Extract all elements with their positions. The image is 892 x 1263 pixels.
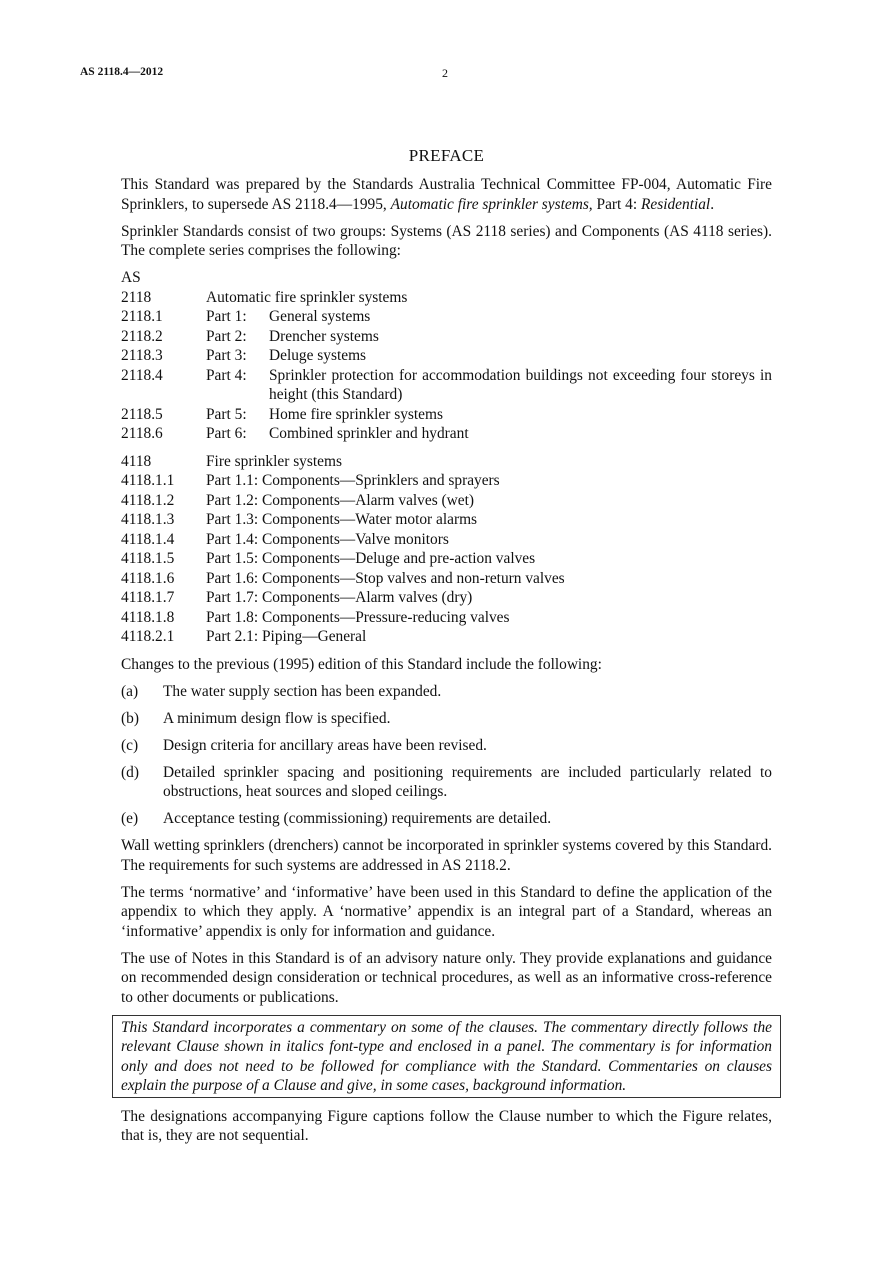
intro-text-3: . xyxy=(710,195,715,213)
standard-number: 2118 xyxy=(121,288,152,306)
standard-title: Part 1.7: Components—Alarm valves (dry) xyxy=(206,589,473,606)
list-item xyxy=(121,307,772,327)
list-item xyxy=(121,288,772,308)
standard-title: Automatic fire sprinkler systems xyxy=(206,288,408,306)
standard-number: 4118.1.5 xyxy=(121,550,175,567)
changes-intro: Changes to the previous (1995) edition of this Standard include the following: xyxy=(121,655,602,673)
standard-title: Fire sprinkler systems xyxy=(206,452,342,470)
notes-paragraph: The use of Notes in this Standard is of an advisory nature only. They provide explanations and guidance on recommended design consideration or technical procedures, as well as an informative cross-reference to other documents or publications. xyxy=(121,949,772,1006)
list-item xyxy=(121,763,772,802)
terms-paragraph: The terms ‘normative’ and ‘informative’ have been used in this Standard to define the application of the appendix to which they apply. A ‘normative’ appendix is an integral part of a Standard, whereas an ‘informative’ appendix is only for information and guidance. xyxy=(121,883,772,940)
list-item xyxy=(121,549,772,569)
list-item xyxy=(121,471,772,491)
standard-title: Part 1.1: Components—Sprinklers and sprayers xyxy=(206,472,500,489)
document-id: AS 2118.4—2012 xyxy=(80,66,164,78)
item-text: The water supply section has been expanded. xyxy=(163,682,442,700)
list-item xyxy=(121,569,772,589)
wall-wetting-paragraph: Wall wetting sprinklers (drenchers) cannot be incorporated in sprinkler systems covered by this Standard. The requirements for such systems are addressed in AS 2118.2. xyxy=(121,837,772,874)
standard-title: Sprinkler protection for accommodation buildings not exceeding four storeys in height (this Standard) xyxy=(269,366,772,403)
standard-title: Combined sprinkler and hydrant xyxy=(269,425,469,442)
changes-list xyxy=(121,682,772,829)
list-item xyxy=(121,682,772,702)
series-2118-list xyxy=(121,268,772,444)
intro-text-1: This Standard was prepared by the Standards Australia Technical Committee FP-004, Automatic Fire Sprinklers, to supersede AS 2118.4—1995, xyxy=(121,176,772,213)
item-text: Design criteria for ancillary areas have been revised. xyxy=(163,736,487,754)
item-label: (d) xyxy=(121,763,139,781)
standard-title: Part 1.4: Components—Valve monitors xyxy=(206,530,449,548)
list-item xyxy=(121,530,772,550)
list-item xyxy=(121,627,772,647)
commentary-panel: This Standard incorporates a commentary on some of the clauses. The commentary directly follows the relevant Clause shown in italics font-type and enclosed in a panel. The commentary is for information only and does not need to be followed for compliance with the Standard. Commentaries on clauses explain the purpose of a Clause and give, in some cases, background information. xyxy=(112,1015,781,1098)
part-label: Part 2: xyxy=(206,327,247,345)
standard-number: 4118.1.8 xyxy=(121,608,175,626)
part-label: Part 1: xyxy=(206,308,247,325)
standard-title: Part 1.5: Components—Deluge and pre-action valves xyxy=(206,550,536,567)
standard-number: 4118.1.4 xyxy=(121,530,175,548)
standard-number: 2118.2 xyxy=(121,327,163,345)
standard-title: Deluge systems xyxy=(269,347,367,364)
standard-number: 4118.1.7 xyxy=(121,589,175,606)
standard-number: 2118.6 xyxy=(121,425,163,442)
standard-title: Part 1.8: Components—Pressure-reducing valves xyxy=(206,608,510,626)
list-item xyxy=(121,709,772,729)
item-text: Acceptance testing (commissioning) requirements are detailed. xyxy=(163,810,552,827)
list-item xyxy=(121,452,772,472)
standard-title: Part 1.3: Components—Water motor alarms xyxy=(206,511,478,528)
standard-number: 4118 xyxy=(121,452,152,470)
list-item xyxy=(121,608,772,628)
list-item xyxy=(121,588,772,608)
item-label: (e) xyxy=(121,810,139,827)
standard-title: Part 2.1: Piping—General xyxy=(206,628,367,645)
standard-number: 4118.1.2 xyxy=(121,491,175,509)
standard-title: Part 1.2: Components—Alarm valves (wet) xyxy=(206,491,475,509)
list-item xyxy=(121,809,772,829)
standard-number: 4118.2.1 xyxy=(121,628,175,645)
standard-number: 2118.4 xyxy=(121,366,163,384)
figures-paragraph: The designations accompanying Figure captions follow the Clause number to which the Figure relates, that is, they are not sequential. xyxy=(121,1107,772,1144)
standard-number: 2118.3 xyxy=(121,347,163,364)
series-4118-list xyxy=(121,452,772,647)
list-item xyxy=(121,405,772,425)
list-item xyxy=(121,424,772,444)
list-item xyxy=(121,491,772,511)
list-item xyxy=(121,510,772,530)
standard-title: Drencher systems xyxy=(269,327,379,345)
item-label: (b) xyxy=(121,709,139,727)
page-number: 2 xyxy=(442,66,448,80)
standard-title: Home fire sprinkler systems xyxy=(269,405,443,423)
intro-paragraph xyxy=(121,175,772,214)
part-label: Part 3: xyxy=(206,347,247,364)
list-item xyxy=(121,327,772,347)
standard-number: 2118.1 xyxy=(121,308,163,325)
part-label: Part 5: xyxy=(206,405,247,423)
list-item xyxy=(121,366,772,405)
standard-title: General systems xyxy=(269,308,371,325)
standard-number: 2118.5 xyxy=(121,405,163,423)
intro-italic-1: Automatic fire sprinkler systems, xyxy=(390,195,593,213)
standard-number: 4118.1.1 xyxy=(121,472,175,489)
item-text: Detailed sprinkler spacing and positioning requirements are included particularly related to obstructions, heat sources and sloped ceilings. xyxy=(163,763,772,800)
item-label: (c) xyxy=(121,736,139,754)
part-label: Part 6: xyxy=(206,425,247,442)
intro-italic-2: Residential xyxy=(640,195,711,213)
standard-number: 4118.1.6 xyxy=(121,569,175,587)
standard-number: 4118.1.3 xyxy=(121,511,175,528)
groups-paragraph: Sprinkler Standards consist of two groups: Systems (AS 2118 series) and Components (AS 4118 series). The complete series comprises the following: xyxy=(121,222,772,259)
list-item xyxy=(121,346,772,366)
standard-title: Part 1.6: Components—Stop valves and non-return valves xyxy=(206,569,565,587)
item-text: A minimum design flow is specified. xyxy=(163,709,391,727)
as-label: AS xyxy=(121,269,141,286)
page-content xyxy=(121,175,772,1153)
preface-heading: PREFACE xyxy=(408,146,485,165)
part-label: Part 4: xyxy=(206,366,247,384)
item-label: (a) xyxy=(121,682,139,700)
intro-text-2: Part 4: xyxy=(592,195,641,213)
list-item xyxy=(121,736,772,756)
